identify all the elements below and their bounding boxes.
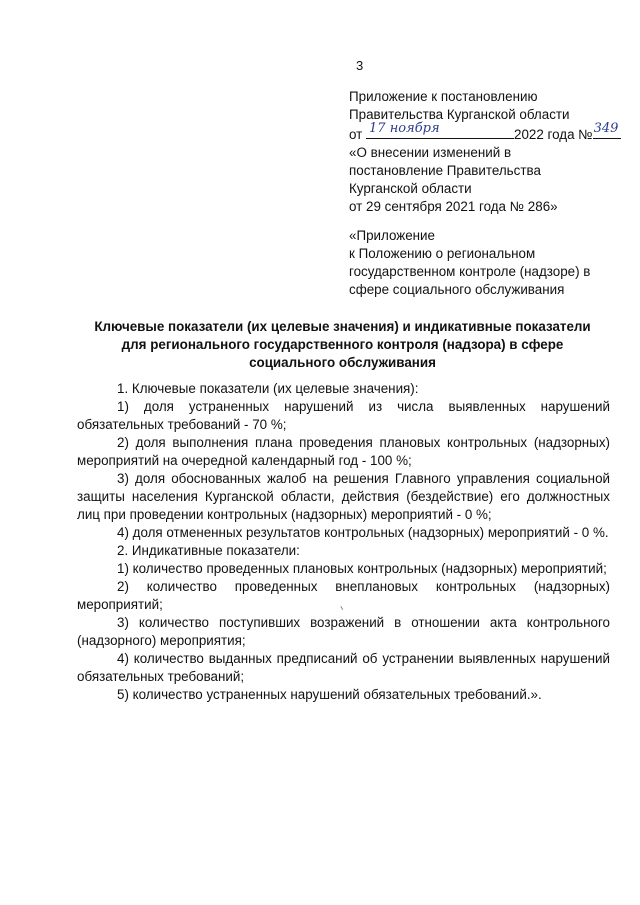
- section-1-item-4: 4) доля отмененных результатов контрольных (надзорных) мероприятий - 0 %.: [117, 525, 609, 540]
- annex-header: [349, 227, 624, 299]
- number-fill-line: [593, 121, 621, 139]
- title-line-3: социального обслуживания: [249, 355, 436, 370]
- appendix-from-prefix: от: [349, 127, 363, 142]
- title-line-1: Ключевые показатели (их целевые значения) и индикативные показатели: [94, 319, 591, 334]
- annex-line-4: сфере социального обслуживания: [349, 282, 565, 297]
- handwritten-date: 17 ноября: [369, 121, 440, 136]
- section-2-heading: 2. Индикативные показатели:: [117, 543, 300, 558]
- annex-line-1: «Приложение: [349, 228, 435, 243]
- appendix-line-2: Правительства Курганской области: [349, 107, 570, 122]
- appendix-line-1: Приложение к постановлению: [349, 89, 538, 104]
- section-1-item-2: 2) доля выполнения плана проведения плановых контрольных (надзорных) мероприятий на очередной календарный год - 100 %;: [77, 435, 610, 468]
- document-title: [70, 318, 615, 372]
- appendix-line-6: Курганской области: [349, 181, 472, 196]
- appendix-line-4: «О внесении изменений в: [349, 145, 512, 160]
- section-2-item-3: 3) количество поступивших возражений в отношении акта контрольного (надзорного) мероприятия;: [77, 615, 610, 648]
- document-body: [77, 380, 610, 704]
- appendix-header: [349, 88, 624, 216]
- date-fill-line: [366, 121, 514, 139]
- section-2-item-5: 5) количество устраненных нарушений обязательных требований.».: [117, 687, 542, 702]
- section-2-item-2: 2) количество проведенных внеплановых контрольных (надзорных) мероприятий;: [77, 579, 610, 612]
- page-number: 3: [356, 58, 364, 73]
- appendix-year-text: 2022 года №: [514, 127, 593, 142]
- annex-line-3: государственном контроле (надзоре) в: [349, 264, 591, 279]
- section-2-item-1: 1) количество проведенных плановых контрольных (надзорных) мероприятий;: [117, 561, 607, 576]
- section-2-item-4: 4) количество выданных предписаний об устранении выявленных нарушений обязательных требований;: [77, 651, 610, 684]
- handwritten-number: 349: [593, 121, 619, 136]
- appendix-date-line: [349, 121, 624, 144]
- appendix-line-5: постановление Правительства: [349, 163, 541, 178]
- section-1-item-3: 3) доля обоснованных жалоб на решения Главного управления социальной защиты населения Курганской области, действия (бездействие) его должностных лиц при проведении контрольных (надзорных) мероприятий - 0 %;: [77, 471, 610, 522]
- section-1-heading: 1. Ключевые показатели (их целевые значения):: [117, 381, 419, 396]
- appendix-line-7: от 29 сентября 2021 года № 286»: [349, 199, 558, 214]
- annex-line-2: к Положению о региональном: [349, 246, 536, 261]
- section-1-item-1: 1) доля устраненных нарушений из числа выявленных нарушений обязательных требований - 70 %;: [77, 399, 610, 432]
- title-line-2: для регионального государственного контроля (надзора) в сфере: [121, 337, 564, 352]
